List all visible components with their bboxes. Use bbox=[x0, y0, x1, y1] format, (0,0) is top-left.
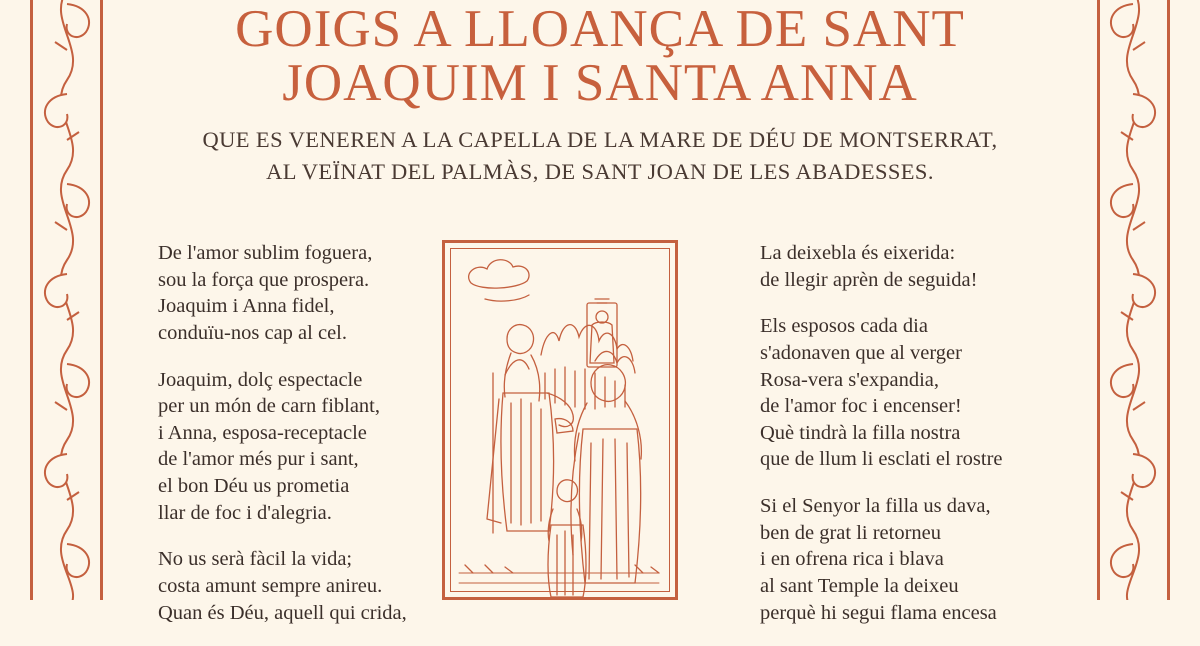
verse-line: costa amunt sempre anireu. bbox=[158, 575, 383, 598]
stanza bbox=[760, 313, 1070, 473]
verse-line: Joaquim i Anna fidel, bbox=[158, 295, 335, 318]
verse-line: Els esposos cada dia bbox=[760, 315, 928, 338]
title-line-1: GOIGS A LLOANÇA DE SANT bbox=[235, 0, 965, 58]
verse-line: Què tindrà la filla nostra bbox=[760, 421, 961, 444]
verse-line: ben de grat li retorneu bbox=[760, 521, 942, 544]
border-rule-outer bbox=[30, 0, 33, 600]
stanza bbox=[158, 546, 468, 626]
verse-line: Joaquim, dolç espectacle bbox=[158, 368, 363, 391]
verse-line: conduïu-nos cap al cel. bbox=[158, 321, 347, 344]
verse-line: perquè hi segui flama encesa bbox=[760, 601, 997, 624]
border-rule-outer bbox=[1167, 0, 1170, 600]
border-rule-inner bbox=[1097, 0, 1100, 600]
right-decorative-border bbox=[1096, 0, 1170, 600]
verse-line: Quan és Déu, aquell qui crida, bbox=[158, 601, 407, 624]
verse-line: i Anna, esposa-receptacle bbox=[158, 421, 367, 444]
vine-ornament-icon bbox=[36, 0, 98, 600]
stanza bbox=[760, 240, 1070, 293]
page-title bbox=[112, 0, 1088, 188]
goigs-sheet bbox=[112, 0, 1088, 624]
verse-line: La deixebla és eixerida: bbox=[760, 242, 956, 264]
verse-line: De l'amor sublim foguera, bbox=[158, 242, 373, 264]
left-decorative-border bbox=[30, 0, 104, 600]
right-text-column bbox=[760, 240, 1070, 646]
verse-line: llar de foc i d'alegria. bbox=[158, 501, 332, 524]
verse-line: de l'amor foc i encenser! bbox=[760, 395, 962, 418]
subtitle-line-2: AL VEÏNAT DEL PALMÀS, DE SANT JOAN DE LES ABADESSES. bbox=[266, 159, 934, 185]
verse-line: i en ofrena rica i blava bbox=[760, 548, 944, 571]
verse-line: de llegir aprèn de seguida! bbox=[760, 268, 978, 291]
stanza bbox=[158, 367, 468, 527]
verse-line: al sant Temple la deixeu bbox=[760, 575, 959, 598]
subtitle bbox=[112, 124, 1088, 188]
verse-line: Si el Senyor la filla us dava, bbox=[760, 495, 991, 518]
verse-line: el bon Déu us prometia bbox=[158, 475, 350, 498]
verse-line: s'adonaven que al verger bbox=[760, 341, 962, 364]
verse-line: de l'amor més pur i sant, bbox=[158, 448, 359, 471]
woodcut-illustration bbox=[442, 240, 678, 600]
verse-line: Rosa-vera s'expandia, bbox=[760, 368, 940, 391]
stanza bbox=[158, 240, 468, 347]
left-text-column bbox=[158, 240, 468, 646]
subtitle-line-1: QUE ES VENEREN A LA CAPELLA DE LA MARE DE DÉU DE MONTSERRAT, bbox=[202, 127, 998, 153]
border-rule-inner bbox=[100, 0, 103, 600]
verse-line: No us serà fàcil la vida; bbox=[158, 548, 353, 571]
title-line-2: JOAQUIM I SANTA ANNA bbox=[282, 54, 918, 113]
verse-line: sou la força que prospera. bbox=[158, 268, 370, 291]
verse-line: per un món de carn fiblant, bbox=[158, 395, 381, 418]
verse-line: que de llum li esclati el rostre bbox=[760, 448, 1003, 471]
holy-family-woodcut-icon bbox=[445, 243, 675, 597]
body-area bbox=[112, 240, 1088, 624]
vine-ornament-icon bbox=[1102, 0, 1164, 600]
stanza bbox=[760, 493, 1070, 626]
